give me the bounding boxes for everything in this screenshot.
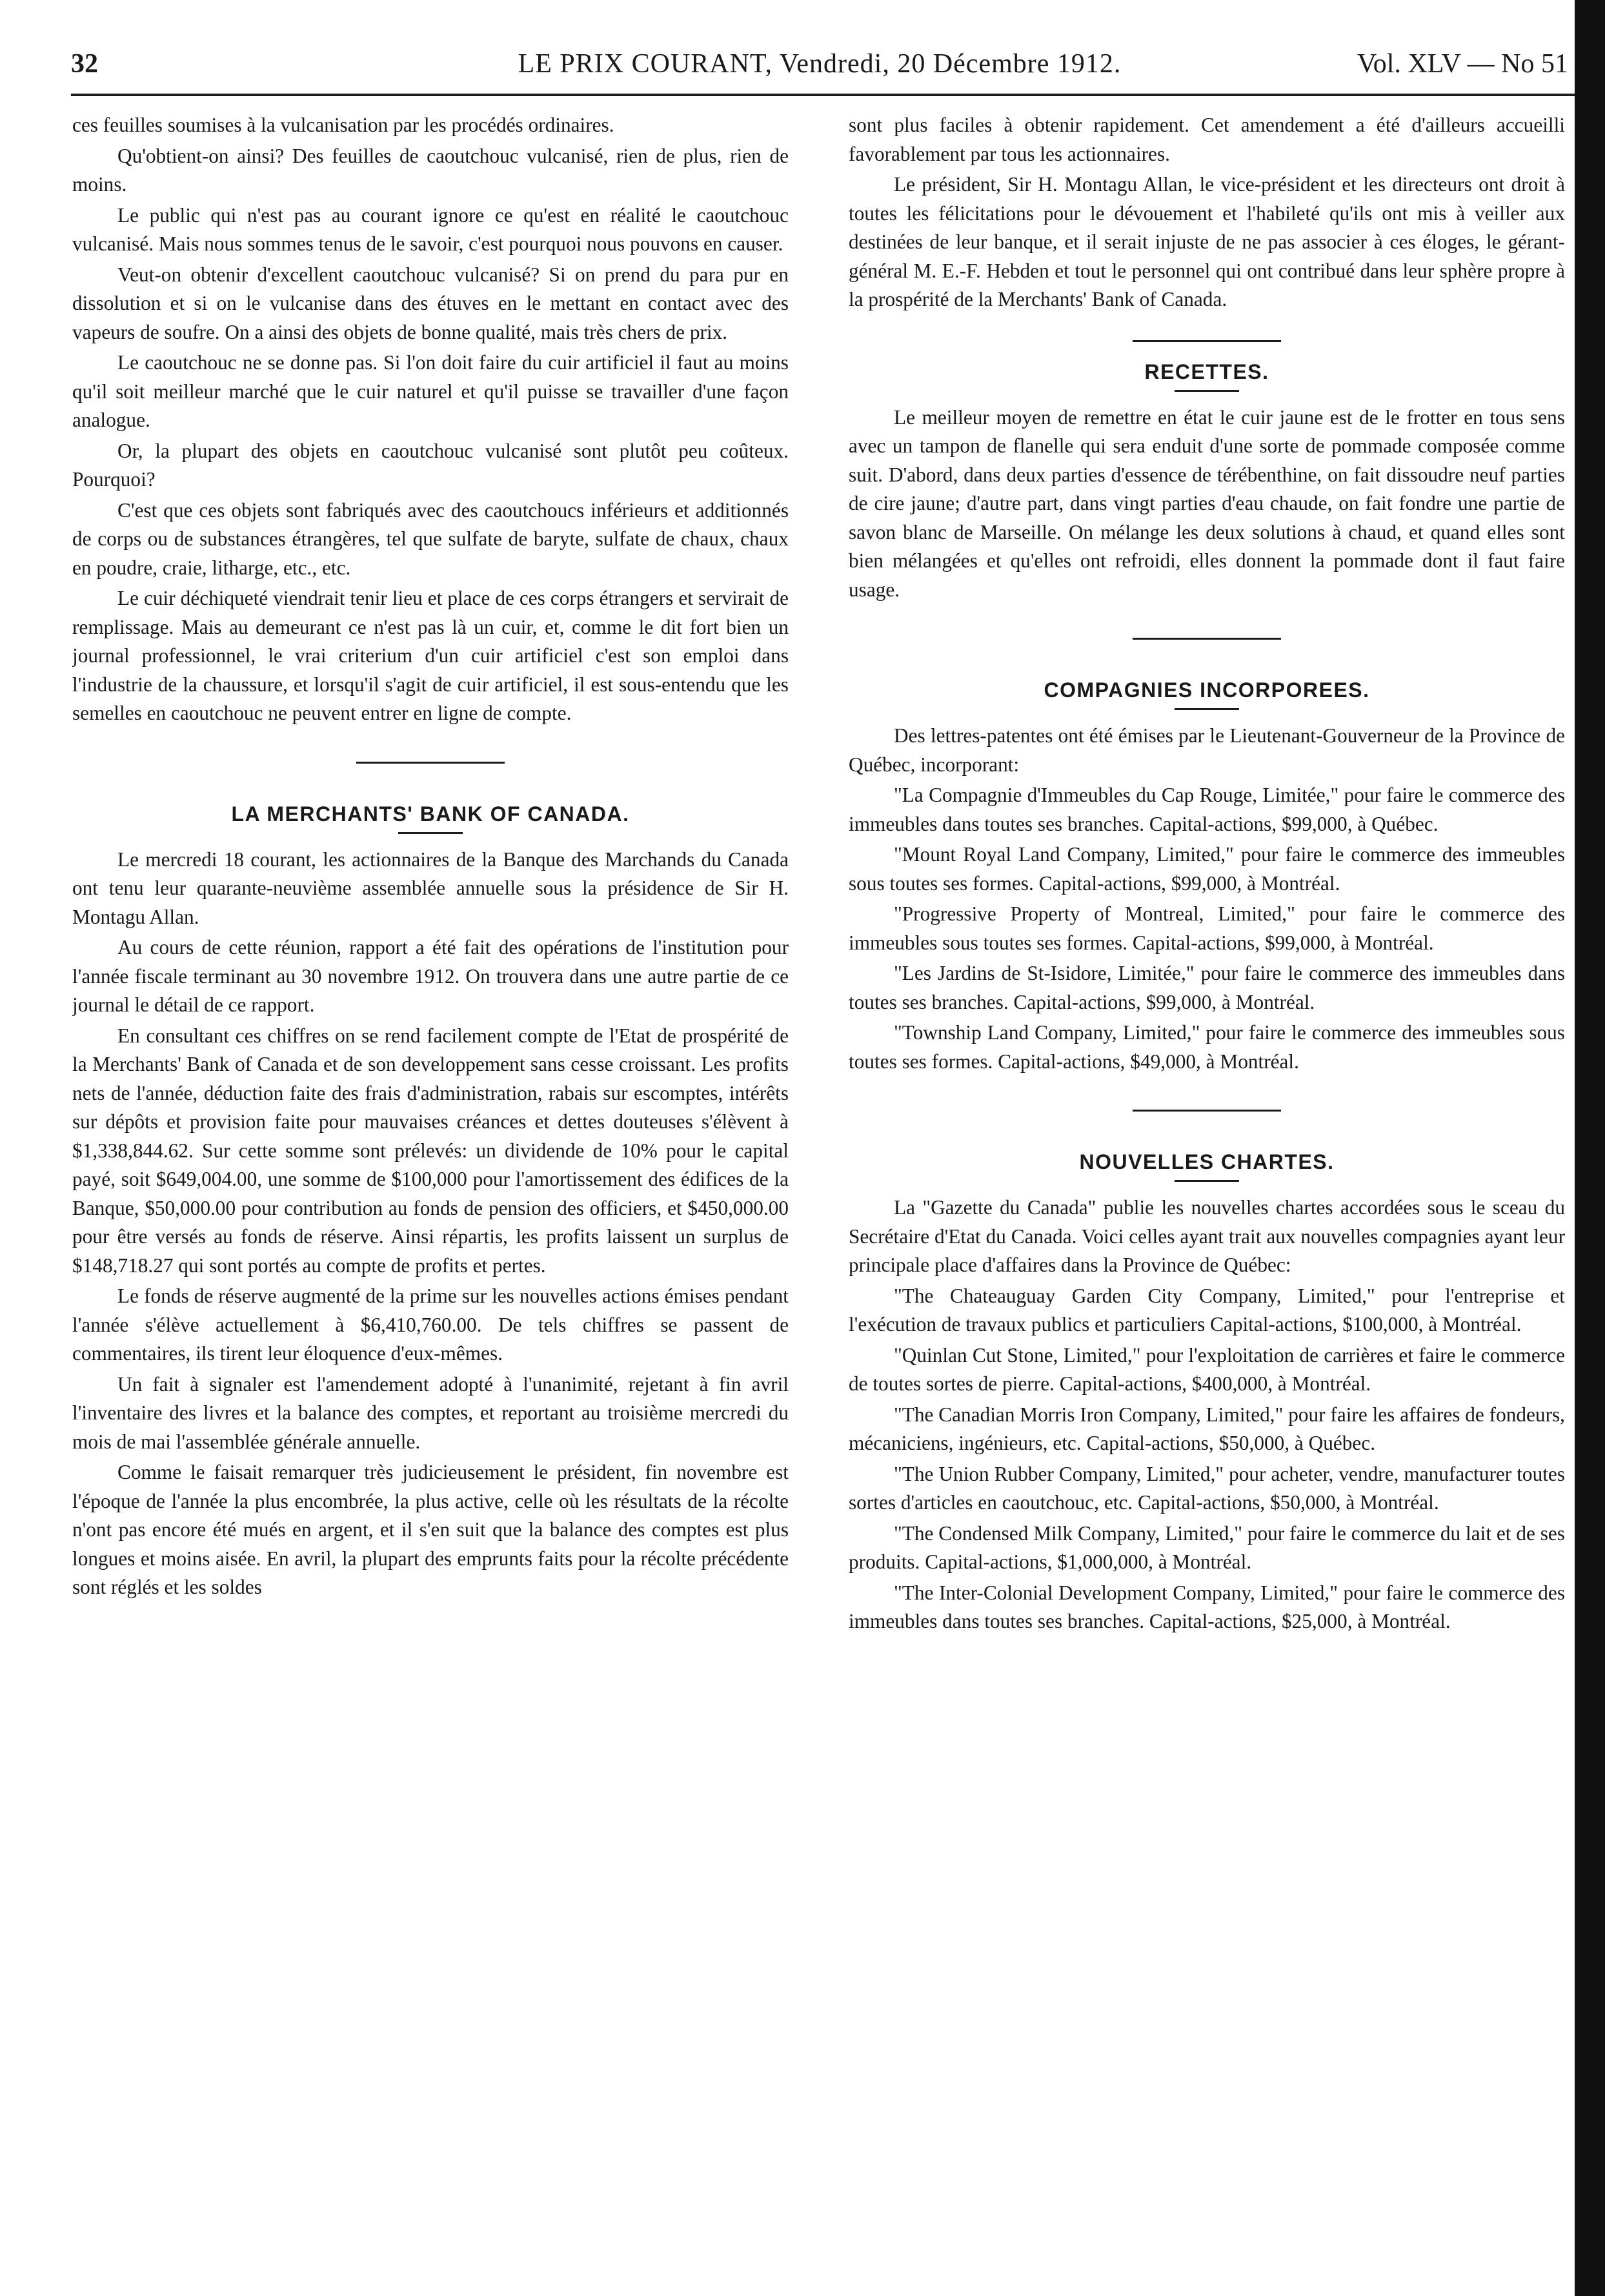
charter-entry: "The Chateauguay Garden City Company, Limited," pour l'entreprise et l'exécution de travaux publics et particuliers Capital-actions, $100,000, à Montréal. <box>849 1284 1565 1336</box>
header-volume: Vol. XLV — No 51 <box>1357 49 1568 79</box>
title-underline <box>1175 708 1239 710</box>
right-column <box>849 111 1565 2280</box>
article-paragraph: Le mercredi 18 courant, les actionnaires de la Banque des Marchands du Canada ont tenu leur quarante-neuvième assemblée annuelle sous la présidence de Sir H. Montagu Allan. <box>72 848 789 928</box>
header-rule <box>71 94 1575 96</box>
header-title: LE PRIX COURANT, Vendredi, 20 Décembre 1912. <box>518 49 1122 79</box>
article-paragraph: Le président, Sir H. Montagu Allan, le vice-président et les directeurs ont droit à toutes les félicitations pour le dévouement et l'habileté qu'ils ont mis à veiller aux destinées de leur banque, et il serait injuste de ne pas associer à ces éloges, le gérant-général M. E.-F. Hebden et tout le personnel qui ont contribué dans leur sphère propre à la prospérité de la Merchants' Bank of Canada. <box>849 173 1565 310</box>
article-paragraph: Comme le faisait remarquer très judicieusement le président, fin novembre est l'époque de l'année la plus encombrée, la plus active, celle où les résultats de la récolte n'ont pas encore été mués en argent, et il s'en suit que la balance des comptes est plus longues et moins aisée. En avril, la plupart des emprunts faits pour la récolte précédente sont réglés et les soldes <box>72 1461 789 1598</box>
article-paragraph: Le public qui n'est pas au courant ignore ce qu'est en réalité le caoutchouc vulcanisé. Mais nous sommes tenus de le savoir, c'est pourquoi nous pouvons en causer. <box>72 203 789 255</box>
scan-edge <box>1575 0 1605 2296</box>
article-paragraph: Le fonds de réserve augmenté de la prime sur les nouvelles actions émises pendant l'année s'élève actuellement à $6,410,760.00. De tels chiffres se passent de commentaires, ils tirent leur éloquence d'eux-mêmes. <box>72 1285 789 1365</box>
company-entry: "Township Land Company, Limited," pour faire le commerce des immeubles sous toutes ses formes. Capital-actions, $49,000, à Montréal. <box>849 1021 1565 1073</box>
article-paragraph: La "Gazette du Canada" publie les nouvelles chartes accordées sous le sceau du Secrétaire d'Etat du Canada. Voici celles ayant trait aux nouvelles compagnies ayant leur principale place d'affaires dans la Province de Québec: <box>849 1196 1565 1276</box>
section-title-recettes: RECETTES. <box>1144 360 1269 383</box>
section-divider <box>356 762 505 764</box>
section-divider <box>1133 340 1281 342</box>
company-entry: "La Compagnie d'Immeubles du Cap Rouge, Limitée," pour faire le commerce des immeubles dans toutes ses branches. Capital-actions, $99,000, à Québec. <box>849 784 1565 835</box>
article-paragraph: Un fait à signaler est l'amendement adopté à l'unanimité, rejetant à fin avril l'inventaire des livres et la balance des comptes, et reportant au troisième mercredi du mois de mai l'assemblée générale annuelle. <box>72 1372 789 1453</box>
charter-entry: "The Inter-Colonial Development Company, Limited," pour faire le commerce des immeubles dans toutes ses branches. Capital-actions, $25,000, à Montréal. <box>849 1581 1565 1632</box>
page-header <box>71 48 1568 88</box>
article-paragraph: Qu'obtient-on ainsi? Des feuilles de caoutchouc vulcanisé, rien de plus, rien de moins. <box>72 144 789 196</box>
title-underline <box>398 832 463 834</box>
company-entry: "Les Jardins de St-Isidore, Limitée," pour faire le commerce des immeubles dans toutes ses branches. Capital-actions, $99,000, à Montréal. <box>849 962 1565 1013</box>
section-title-compagnies: COMPAGNIES INCORPOREES. <box>1044 678 1370 702</box>
article-paragraph: C'est que ces objets sont fabriqués avec des caoutchoucs inférieurs et additionnés de corps ou de substances étrangères, tel que sulfate de baryte, sulfate de chaux, chaux en poudre, craie, litharge, etc., etc. <box>72 498 789 579</box>
section-divider <box>1133 1110 1281 1112</box>
charter-entry: "Quinlan Cut Stone, Limited," pour l'exploitation de carrières et faire le commerce de toutes sortes de pierre. Capital-actions, $400,000, à Montréal. <box>849 1343 1565 1395</box>
title-underline <box>1175 1180 1239 1182</box>
section-title-nouvelles-chartes: NOUVELLES CHARTES. <box>1079 1150 1335 1173</box>
article-paragraph: En consultant ces chiffres on se rend facilement compte de l'Etat de prospérité de la Merchants' Bank of Canada et de son developpement sans cesse croissant. Les profits nets de l'année, déduction faite des frais d'administration, rabais sur escomptes, intérêts sur dépôts et provision faite pour mauvaises créances et dettes douteuses s'élèvent à $1,338,844.62. Sur cette somme sont prélevés: un dividende de 10% pour le capital payé, soit $649,004.00, une somme de $100,000 pour l'amortissement des édifices de la Banque, $50,000.00 pour contribution au fonds de pension des officiers, et $450,000.00 pour être versés au fonds de réserve. Ainsi répartis, les profits laissent un surplus de $148,718.27 qui sont portés au compte de profits et pertes. <box>72 1024 789 1277</box>
article-paragraph: Le caoutchouc ne se donne pas. Si l'on doit faire du cuir artificiel il faut au moins qu'il soit meilleur marché que le cuir naturel et qu'il puisse se travailler d'une façon analogue. <box>72 351 789 431</box>
title-underline <box>1175 390 1239 392</box>
page-number: 32 <box>71 49 98 79</box>
section-divider <box>1133 638 1281 640</box>
article-paragraph: sont plus faciles à obtenir rapidement. Cet amendement a été d'ailleurs accueilli favorablement par tous les actionnaires. <box>849 114 1565 165</box>
article-paragraph: Des lettres-patentes ont été émises par le Lieutenant-Gouverneur de la Province de Québec, incorporant: <box>849 724 1565 776</box>
charter-entry: "The Union Rubber Company, Limited," pour acheter, vendre, manufacturer toutes sortes d'articles en caoutchouc, etc. Capital-actions, $50,000, à Montréal. <box>849 1462 1565 1514</box>
article-paragraph: Or, la plupart des objets en caoutchouc vulcanisé sont plutôt peu coûteux. Pourquoi? <box>72 439 789 491</box>
charter-entry: "The Condensed Milk Company, Limited," pour faire le commerce du lait et de ses produits. Capital-actions, $1,000,000, à Montréal. <box>849 1521 1565 1573</box>
company-entry: "Progressive Property of Montreal, Limited," pour faire le commerce des immeubles sous toutes ses formes. Capital-actions, $99,000, à Montréal. <box>849 902 1565 954</box>
article-paragraph: ces feuilles soumises à la vulcanisation par les procédés ordinaires. <box>72 114 614 136</box>
article-paragraph: Au cours de cette réunion, rapport a été fait des opérations de l'institution pour l'année fiscale terminant au 30 novembre 1912. On trouvera dans une autre partie de ce journal le détail de ce rapport. <box>72 936 789 1016</box>
charter-entry: "The Canadian Morris Iron Company, Limited," pour faire les affaires de fondeurs, mécaniciens, ingénieurs, etc. Capital-actions, $50,000, à Québec. <box>849 1403 1565 1454</box>
article-paragraph: Le cuir déchiqueté viendrait tenir lieu et place de ces corps étrangers et servirait de remplissage. Mais au demeurant ce n'est pas là un cuir, et, comme le dit fort bien un journal professionnel, le vrai criterium d'un cuir artificiel c'est son emploi dans l'industrie de la chaussure, et lorsqu'il s'agit de cuir artificiel, il est sous-entendu que les semelles en caoutchouc ne peuvent entrer en ligne de compte. <box>72 587 789 724</box>
article-paragraph: Veut-on obtenir d'excellent caoutchouc vulcanisé? Si on prend du para pur en dissolution et si on le vulcanise dans des étuves en le mettant en contact avec des vapeurs de soufre. On a ainsi des objets de bonne qualité, mais très chers de prix. <box>72 263 789 343</box>
article-paragraph: Le meilleur moyen de remettre en état le cuir jaune est de le frotter en tous sens avec un tampon de flanelle qui sera enduit d'une sorte de pommade composée comme suit. D'abord, dans deux parties d'essence de térébenthine, on fait dissoudre neuf parties de cire jaune; d'autre part, dans vingt parties d'eau chaude, on fait fondre une partie de savon blanc de Marseille. On mélange les deux solutions à chaud, et quand elles sont bien mélangées et qu'elles ont refroidi, elles donnent la pommade dont il faut faire usage. <box>849 405 1565 601</box>
left-column <box>72 111 789 2280</box>
section-title-merchants-bank: LA MERCHANTS' BANK OF CANADA. <box>231 802 630 826</box>
company-entry: "Mount Royal Land Company, Limited," pour faire le commerce des immeubles sous toutes ses formes. Capital-actions, $99,000, à Montréal. <box>849 843 1565 895</box>
